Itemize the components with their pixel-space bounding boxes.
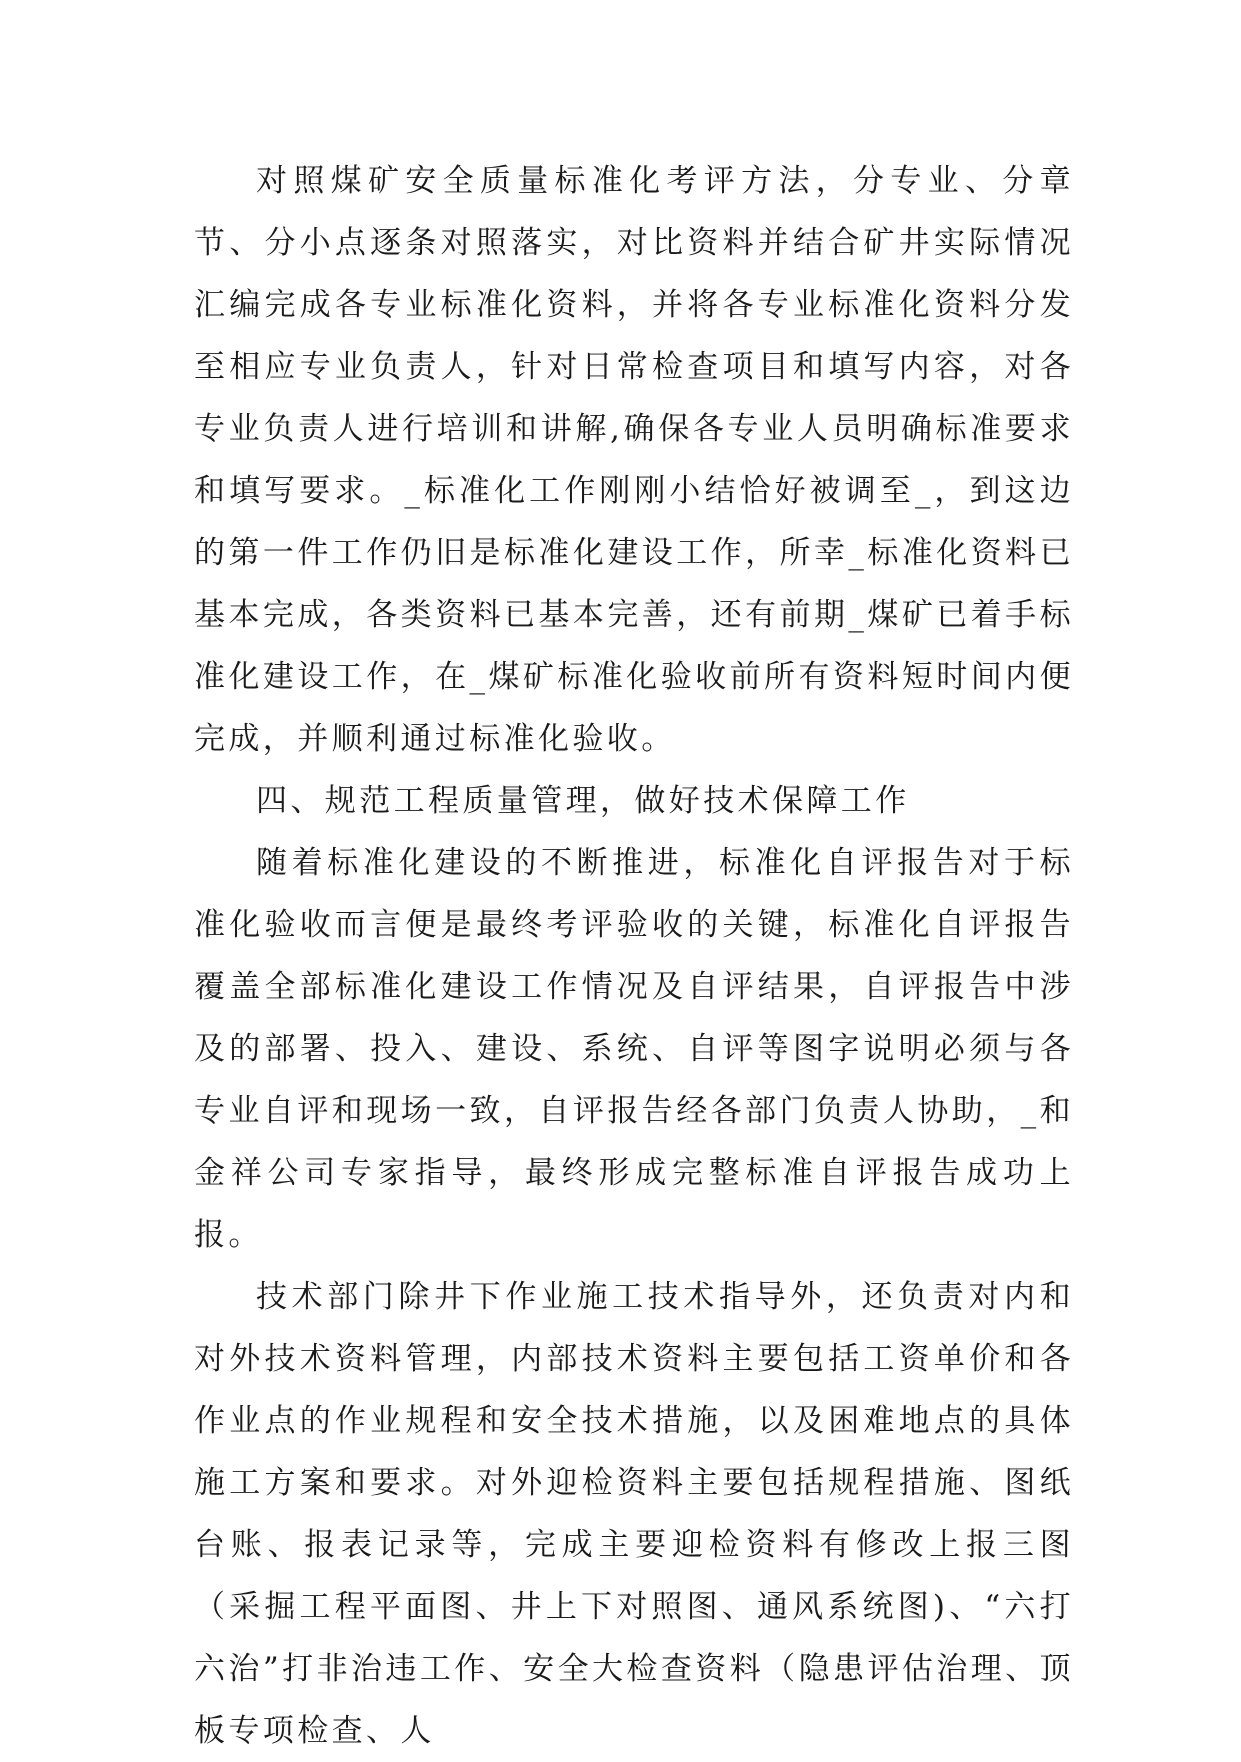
paragraph-self-evaluation-report: 随着标准化建设的不断推进，标准化自评报告对于标准化验收而言便是最终考评验收的关键，标准化自评报告覆盖全部标准化建设工作情况及自评结果，自评报告中涉及的部署、投入、建设、系统、自评等图字说明必须与各专业自评和现场一致，自评报告经各部门负责人协助，_和金祥公司专家指导，最终形成完整标准自评报告成功上报。 bbox=[194, 845, 1074, 1253]
paragraph-technical-department: 技术部门除井下作业施工技术指导外，还负责对内和对外技术资料管理，内部技术资料主要包括工资单价和各作业点的作业规程和安全技术措施，以及困难地点的具体施工方案和要求。对外迎检资料主要包括规程措施、图纸台账、报表记录等，完成主要迎检资料有修改上报三图（采掘工程平面图、井上下对照图、通风系统图)、“六打六治”打非治违工作、安全大检查资料（隐患评估治理、顶板专项检查、人 bbox=[194, 1279, 1074, 1749]
section-heading-quality-management: 四、规范工程质量管理，做好技术保障工作 bbox=[256, 783, 910, 819]
document-body bbox=[194, 150, 1074, 1762]
paragraph-standardization-materials: 对照煤矿安全质量标准化考评方法，分专业、分章节、分小点逐条对照落实，对比资料并结合矿井实际情况汇编完成各专业标准化资料，并将各专业标准化资料分发至相应专业负责人，针对日常检查项目和填写内容，对各专业负责人进行培训和讲解,确保各专业人员明确标准要求和填写要求。_标准化工作刚刚小结恰好被调至_，到这边的第一件工作仍旧是标准化建设工作，所幸_标准化资料已基本完成，各类资料已基本完善，还有前期_煤矿已着手标准化建设工作，在_煤矿标准化验收前所有资料短时间内便完成，并顺利通过标准化验收。 bbox=[194, 163, 1074, 757]
